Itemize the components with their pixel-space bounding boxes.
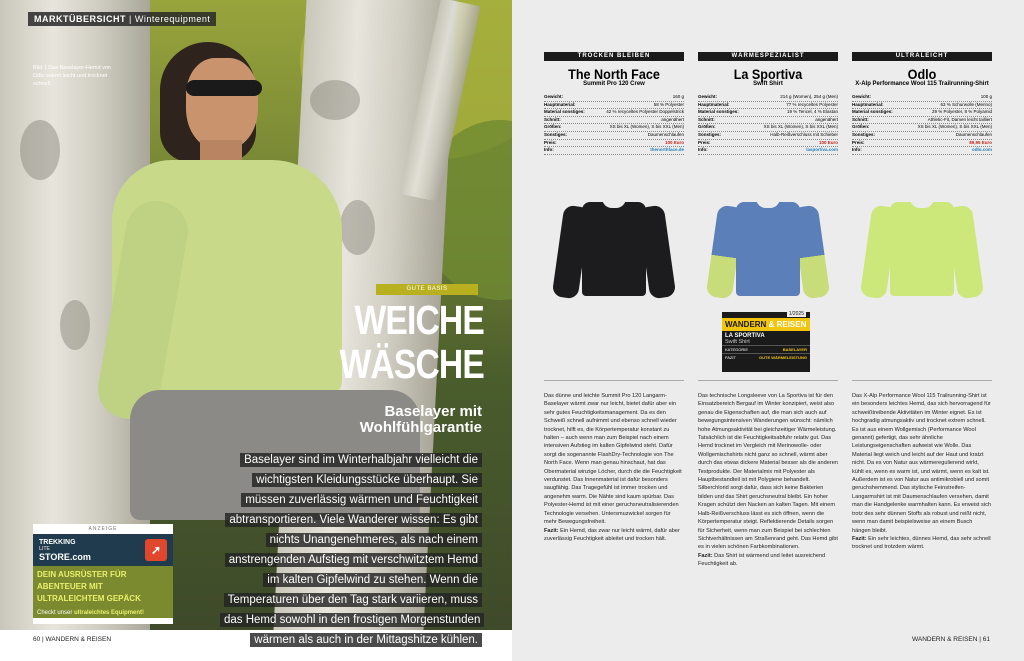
- category-header: WÄRMESPEZIALIST: [698, 52, 838, 61]
- spec-row: Größen: XS bis XL (Women), S bis XXL (Men): [852, 124, 992, 132]
- spec-row: Material sonstiges: 19 % Tencel, 4 % Elastan: [698, 109, 838, 117]
- intro-text-content: Baselayer sind im Winterhalbjahr vielleicht die wichtigsten Kleidungsstücke überhaupt. Sie müssen zuverlässig wärmen und Feuchtigkeit abtransportieren. Viele Wanderer wissen: Es gibt nichts Unangenehmeres, als nach einem anstrengenden Aufstieg mit verschwitztem Hemd im kalten Gipfelwind zu stehen. Wenn die Temperaturen über den Tag stark variieren, muss das Hemd sowohl in den frostigen Morgenstunden wärmen als auch in der Mittagshitze kühlen.: [220, 453, 484, 647]
- ad-cta: [33, 610, 173, 618]
- fazit-text: Das Shirt ist wärmend und leitet ausreichend Feuchtigkeit ab.: [698, 552, 826, 568]
- intro-text: [220, 450, 482, 650]
- ad-logo: [33, 534, 173, 566]
- category-header: ULTRALEICHT: [852, 52, 992, 61]
- advertisement[interactable]: [33, 524, 173, 624]
- spec-row: Hauptmaterial: 63 % Schurwolle (Merino): [852, 102, 992, 110]
- product-image-odlo: [852, 178, 992, 308]
- spec-row: Material sonstiges: 29 % Polyester, 8 % Polyamid: [852, 109, 992, 117]
- product-image-lasportiva: [698, 178, 838, 308]
- review-text-odlo: Das X-Alp Performance Wool 115 Trailrunning-Shirt ist ein besonders leichtes Hemd, das sich hervorragend für schweißtreibende Aktivitäten im Winter eignet. Es ist hochgradig atmungsaktiv und trocknet extrem schnell. Es ist aus einem Wollgemisch (Performance Wool genannt) gefertigt, das sehr ähnliche Leistungseigenschaften aufweist wie Wolle. Das Material liegt weich und leicht auf der Haut und kratzt nicht. Da es von Natur aus wärmeregulierend wirkt, kühlt es, wenn es warm ist, und wärmt, wenn es kalt ist. Außerdem ist es von Natur aus antimikrobiell und somit geruchshemmend. Das stylische Feinstreifen-Langarmshirt ist mit Daumenschlaufen versehen, damit man die Handgelenke warmhalten kann. Es erweist sich trotz des sehr dünnen Stoffs als robust und reißt nicht, wenn man damit beispielsweise an einem Busch hängen bleibt. Fazit: Ein sehr leichtes, dünnes Hemd, das sehr schnell trocknet und trotzdem wärmt.: [852, 393, 991, 551]
- info-row: Info: lasportiva.com: [698, 147, 838, 155]
- product-column-tnf: [544, 52, 684, 155]
- spec-row: Schnitt: angenähert: [698, 117, 838, 125]
- product-column-lasportiva: [698, 52, 838, 155]
- spec-row: Gewicht: 100 g: [852, 94, 992, 102]
- spec-row: Schnitt: angenähert: [544, 117, 684, 125]
- ad-label: ANZEIGE: [88, 526, 118, 532]
- category-header: TROCKEN BLEIBEN: [544, 52, 684, 61]
- award-model: Swift Shirt: [725, 339, 750, 345]
- spec-row: Hauptmaterial: 58 % Polyester: [544, 102, 684, 110]
- award-year: 1/2025: [788, 311, 804, 317]
- info-link[interactable]: lasportiva.com: [806, 147, 838, 153]
- award-category-row: KATEGORIE BASELAYER: [722, 345, 810, 353]
- spec-row: Sonstiges: Daumenschlaufen: [544, 132, 684, 140]
- fazit-label: Fazit:: [544, 527, 559, 534]
- folio-left: 60 | WANDERN & REISEN: [33, 636, 112, 643]
- review-text-tnf: Das dünne und leichte Summit Pro 120 Langarm-Baselayer wärmt zwar nur leicht, bietet dafür aber ein sehr gutes Feuchtigkeitsmanagement. Da es den Schweiß schnell aufnimmt und ebenso schnell wieder trocknet, hilft es, die Körpertemperatur konstant zu halten – auch wenn man zum Beispiel nach einem intensiven Aufstieg im kalten Gipfelwind steht. Dafür sorgt die sogenannte FlashDry-Technologie von The North Face. Wenn man genau hinschaut, hat das Obermaterial winzige Löcher, durch die die Feuchtigkeit verdunstet. Das Innenmaterial ist dafür besonders saugfähig. Das Tragegefühl ist immer trocken und angenehm warm. Die Nähte sind kaum spürbar. Das Polyester-Hemd ist mit einer geruchsneutralisierenden Technologie versehen. Untersmuzwickel sorgen für mehr Bewegungsfreiheit. Fazit: Ein Hemd, das zwar nur leicht wärmt, dafür aber zuverlässig Feuchtigkeit ableitet und trocken hält.: [544, 393, 682, 542]
- spec-row: Hauptmaterial: 77 % recyceltes Polyester: [698, 102, 838, 110]
- product-model: Summit Pro 120 Crew: [583, 81, 645, 87]
- tagline: GUTE BASIS: [376, 284, 478, 295]
- price-value: 100 Euro: [818, 139, 838, 145]
- award-logo: WANDERN & REISEN: [722, 318, 810, 331]
- review-text-lasportiva: Das technische Longsleeve von La Sportiva ist für den Einsatzbereich Bergauf im Winter konzipiert, weist also genau die Eigenschaften auf, die man sich auch auf bewegungsintensiven Wanderungen wünscht: nämlich hohe Atmungsaktivität bei gleichzeitiger Wärmeleistung. Tatsächlich ist die Feuchtigkeitsabfuhr relativ gut. Das Hemd trocknet im Vergleich mit Merinowolle- oder Wollgemischshirts nicht ganz so schnell, wärmt aber durch das etwas dickere Material besser als die anderen Testprodukte. Der Materialmix mit Polyester als Hauptbestandteil ist mit Polygiene behandelt. Silberchlorid sorgt dafür, dass sich keine Bakterien bilden und das Shirt geruchsneutral bleibt. Ein hoher Kragen schützt den Nacken an kalten Tagen. Mit einem Halb-Reißverschluss lässt es sich öffnen, wenn die Körpertemperatur steigt. Reflektierende Details sorgen für Sicherheit, wenn man zum Beispiel bei schlechten Sichtverhältnissen am Straßenrand geht. Das Hemd gibt es in vielen schönen Farbkombinationen. Fazit: Das Shirt ist wärmend und leitet ausreichend Feuchtigkeit ab.: [698, 393, 838, 568]
- spec-row: Sonstiges: Daumenschlaufen: [852, 132, 992, 140]
- product-model: Swift Shirt: [753, 81, 783, 87]
- page-title: WEICHE WÄSCHE: [339, 297, 484, 387]
- spec-row: Größen: XS bis XL (Women), S bis XXL (Men): [544, 124, 684, 132]
- price-row: Preis: 100 Euro: [698, 140, 838, 148]
- award-verdict-row: FAZIT GUTE WÄRMELEISTUNG: [722, 353, 810, 361]
- sunglasses: [186, 80, 262, 96]
- price-value: 100 Euro: [664, 139, 684, 145]
- info-link[interactable]: odlo.com: [972, 147, 992, 153]
- spec-row: Gewicht: 214 g (Women), 254 g (Men): [698, 94, 838, 102]
- award-brand: LA SPORTIVA: [725, 333, 765, 339]
- spec-row: Sonstiges: Halb-Reißverschluss mit Schieber: [698, 132, 838, 140]
- fazit-label: Fazit:: [852, 535, 867, 542]
- ad-slogan: DEIN AUSRÜSTER FÜR ABENTEUER MIT ULTRALEICHTEM GEPÄCK: [33, 566, 173, 610]
- price-row: Preis: 89,95 Euro: [852, 140, 992, 148]
- ad-logo-line3: STORE.com: [39, 552, 91, 562]
- product-column-odlo: [852, 52, 992, 155]
- price-row: Preis: 100 Euro: [544, 140, 684, 148]
- spec-row: Schnitt: Athletic-Fit, Damen leicht tailliert: [852, 117, 992, 125]
- folio-right: WANDERN & REISEN | 61: [911, 636, 990, 643]
- cursor-icon: ➚: [145, 539, 167, 561]
- right-page: [522, 0, 1024, 661]
- info-row: Info: thenorthface.de: [544, 147, 684, 155]
- ad-cta-highlight: ultraleichtes Equipment!: [74, 610, 145, 616]
- price-value: 89,95 Euro: [969, 139, 992, 145]
- fazit-text: Ein Hemd, das zwar nur leicht wärmt, dafür aber zuverlässig Feuchtigkeit ableitet und trocken hält.: [544, 527, 680, 542]
- info-row: Info: odlo.com: [852, 147, 992, 155]
- product-brand: Odlo: [907, 66, 937, 82]
- photo-caption: Bild 1 Das Baselayer-Hemd von Odlo wärmt leicht und trocknet schnell.: [33, 65, 111, 87]
- spec-row: Größen: XS bis XL (Women), S bis XXL (Men): [698, 124, 838, 132]
- section-header: MARKTÜBERSICHT | Winterequipment: [28, 12, 216, 26]
- product-brand: The North Face: [568, 66, 660, 82]
- info-link[interactable]: thenorthface.de: [650, 147, 684, 153]
- ad-logo-line2: LITE: [39, 546, 50, 552]
- section-topic: Winterequipment: [134, 14, 211, 24]
- award-badge: [722, 312, 810, 372]
- spec-row: Gewicht: 160 g: [544, 94, 684, 102]
- product-image-tnf: [544, 178, 684, 308]
- product-model: X-Alp Performance Wool 115 Trailrunning-Shirt: [855, 81, 989, 87]
- page-subtitle: Baselayer mit Wohlfühlgarantie: [359, 403, 482, 436]
- ad-cta-prefix: Checkt unser: [37, 610, 73, 616]
- ad-logo-line1: TREKKING: [39, 539, 76, 546]
- fazit-text: Ein sehr leichtes, dünnes Hemd, das sehr schnell trocknet und trotzdem wärmt.: [852, 535, 991, 551]
- product-brand: La Sportiva: [733, 66, 803, 82]
- section-label: MARKTÜBERSICHT: [34, 14, 126, 24]
- model-face: [186, 58, 258, 150]
- fazit-label: Fazit:: [698, 552, 713, 559]
- spec-row: Material sonstiges: 42 % recyceltes Polyester Doppelstrick: [544, 109, 684, 117]
